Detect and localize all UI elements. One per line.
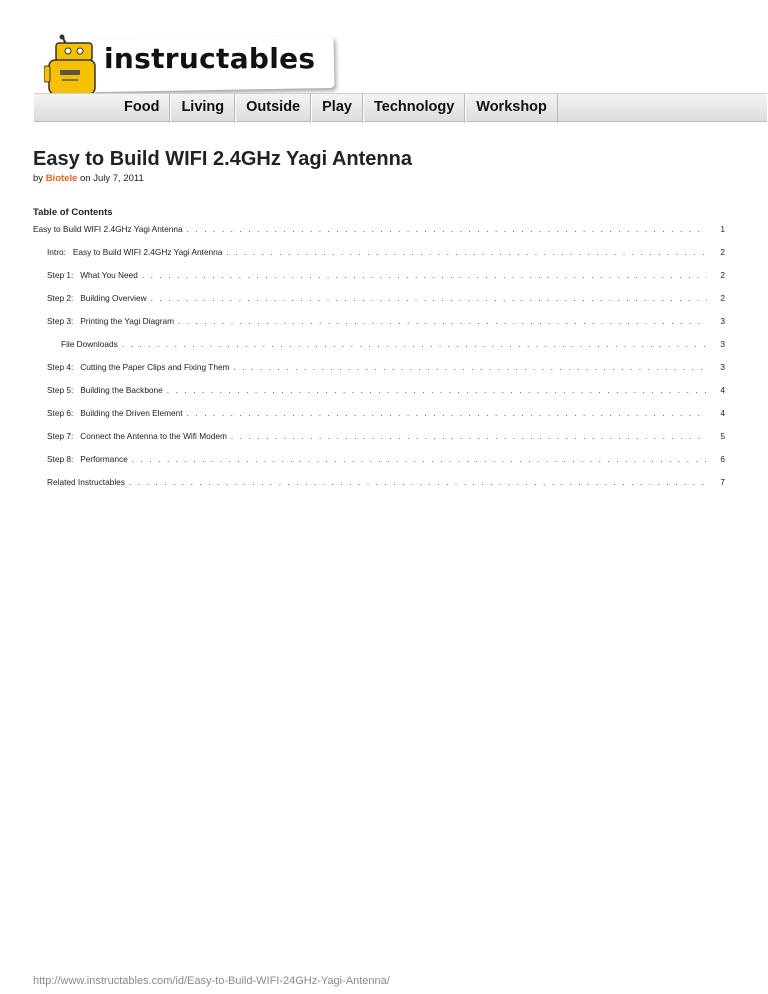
nav-item-living[interactable]: Living	[170, 94, 235, 123]
nav-item-food[interactable]: Food	[114, 94, 170, 123]
footer-url[interactable]: http://www.instructables.com/id/Easy-to-Build-WIFI-24GHz-Yagi-Antenna/	[33, 975, 390, 987]
toc-entry-label: Intro: Easy to Build WIFI 2.4GHz Yagi Antenna	[47, 247, 223, 257]
toc-entry-page: 2	[720, 270, 725, 280]
toc-entry-page: 4	[720, 385, 725, 395]
toc-entry-page: 5	[720, 431, 725, 441]
toc-entry-label: Step 7: Connect the Antenna to the Wifi Modem	[47, 431, 227, 441]
toc-entry[interactable]	[33, 224, 725, 240]
toc-leader-dots	[187, 408, 707, 418]
toc-entry-label: Related Instructables	[47, 477, 125, 487]
toc-entry-label: Easy to Build WIFI 2.4GHz Yagi Antenna	[33, 224, 183, 234]
toc-entry-label: Step 5: Building the Backbone	[47, 385, 163, 395]
publish-date: on July 7, 2011	[80, 173, 144, 184]
toc-entry[interactable]	[47, 477, 725, 493]
toc-entry[interactable]	[47, 247, 725, 263]
toc-leader-dots	[233, 362, 707, 372]
site-header	[0, 0, 768, 125]
toc-entry-page: 2	[720, 247, 725, 257]
toc-entry[interactable]	[47, 385, 725, 401]
logo-wordmark: instructables	[104, 42, 316, 75]
toc-entry-page: 7	[720, 477, 725, 487]
toc-entry-label: Step 4: Cutting the Paper Clips and Fixing Them	[47, 362, 230, 372]
toc-leader-dots	[129, 477, 707, 487]
toc-entry-label: Step 1: What You Need	[47, 270, 138, 280]
toc-entry-page: 1	[720, 224, 725, 234]
byline	[33, 173, 144, 184]
toc-entry[interactable]	[47, 362, 725, 378]
toc-leader-dots	[178, 316, 707, 326]
toc-entry-page: 2	[720, 293, 725, 303]
nav-item-outside[interactable]: Outside	[235, 94, 311, 123]
nav-item-workshop[interactable]: Workshop	[465, 94, 558, 123]
toc-leader-dots	[151, 293, 707, 303]
toc-entry-page: 3	[720, 362, 725, 372]
toc-entry-label: File Downloads	[61, 339, 118, 349]
nav-item-play[interactable]: Play	[311, 94, 363, 123]
toc-leader-dots	[142, 270, 707, 280]
toc-leader-dots	[187, 224, 707, 234]
toc-entry-label: Step 3: Printing the Yagi Diagram	[47, 316, 174, 326]
author-link[interactable]: Biotele	[45, 173, 78, 184]
toc-entry[interactable]	[47, 270, 725, 286]
toc-entry-page: 4	[720, 408, 725, 418]
toc-entry[interactable]	[47, 454, 725, 470]
toc-heading: Table of Contents	[33, 207, 113, 218]
toc-leader-dots	[122, 339, 707, 349]
toc-entry-page: 6	[720, 454, 725, 464]
toc-entry-page: 3	[720, 316, 725, 326]
toc-leader-dots	[167, 385, 707, 395]
toc-leader-dots	[226, 247, 707, 257]
toc-entry[interactable]	[47, 431, 725, 447]
page-title: Easy to Build WIFI 2.4GHz Yagi Antenna	[33, 148, 412, 170]
toc-entry[interactable]	[61, 339, 725, 355]
toc-entry-label: Step 2: Building Overview	[47, 293, 147, 303]
category-nav	[34, 93, 767, 122]
toc-leader-dots	[231, 431, 707, 441]
toc-entry-label: Step 8: Performance	[47, 454, 128, 464]
toc-entry[interactable]	[47, 316, 725, 332]
nav-item-technology[interactable]: Technology	[363, 94, 465, 123]
toc-entry[interactable]	[47, 293, 725, 309]
toc-entry-label: Step 6: Building the Driven Element	[47, 408, 183, 418]
toc-leader-dots	[132, 454, 707, 464]
toc-entry-page: 3	[720, 339, 725, 349]
byline-prefix: by	[33, 173, 44, 184]
toc-entry[interactable]	[47, 408, 725, 424]
